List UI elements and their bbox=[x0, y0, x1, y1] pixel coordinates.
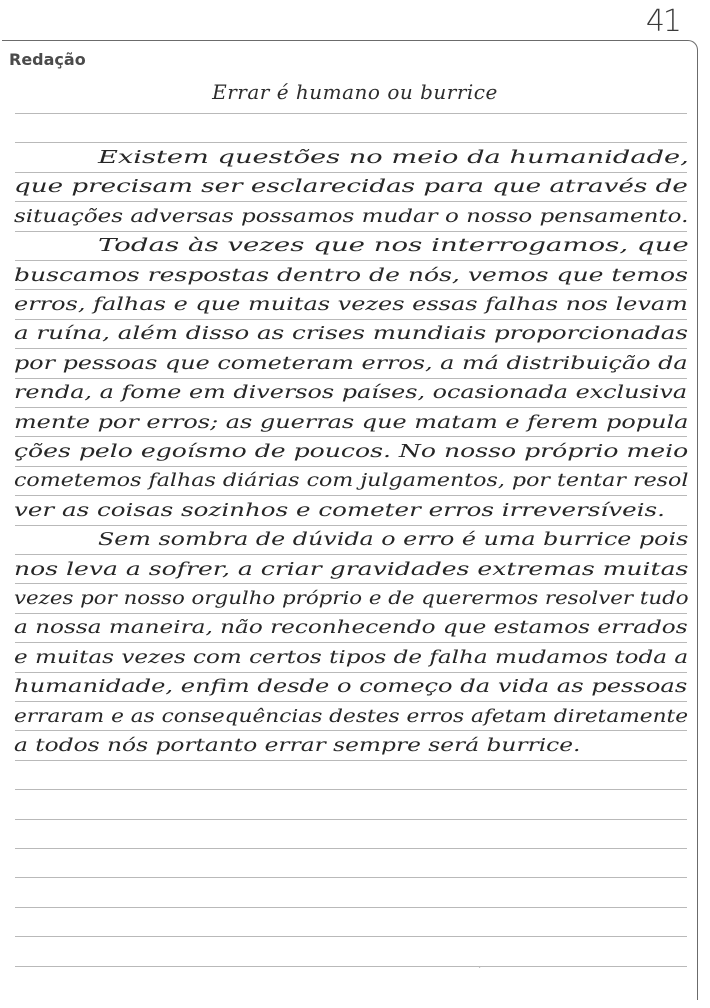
ruled-line bbox=[15, 730, 687, 731]
ruled-line bbox=[15, 260, 687, 261]
essay-line: renda, a fome em diversos países, ocasionada exclusiva bbox=[14, 383, 688, 404]
page-number: 41 bbox=[645, 4, 680, 39]
essay-line: cometemos falhas diárias com julgamentos, por tentar resol bbox=[14, 471, 689, 492]
ruled-line bbox=[15, 907, 687, 908]
essay-line: e muitas vezes com certos tipos de falha mudamos toda a bbox=[14, 647, 689, 668]
ruled-line bbox=[15, 172, 687, 173]
essay-line: por pessoas que cometeram erros, a má distribuição da bbox=[14, 353, 688, 374]
ruled-line bbox=[15, 819, 687, 820]
essay-line: Sem sombra de dúvida o erro é uma burrice pois bbox=[98, 530, 689, 551]
essay-line: erros, falhas e que muitas vezes essas falhas nos levam bbox=[14, 295, 688, 315]
ruled-line bbox=[15, 378, 687, 379]
section-label: Redação bbox=[9, 50, 86, 69]
ruled-line bbox=[15, 113, 687, 114]
essay-line: humanidade, enfim desde o começo da vida as pessoas bbox=[14, 677, 688, 698]
ruled-line bbox=[15, 848, 687, 849]
ruled-line bbox=[15, 289, 687, 290]
essay-line: ver as coisas sozinhos e cometer erros irreversíveis. bbox=[14, 500, 665, 521]
essay-line: a nossa maneira, não reconhecendo que estamos errados bbox=[14, 618, 688, 639]
essay-line: vezes por nosso orgulho próprio e de querermos resolver tudo bbox=[14, 589, 689, 609]
ruled-line bbox=[15, 201, 687, 202]
ruled-line bbox=[15, 760, 687, 761]
essay-line: nos leva a sofrer, a criar gravidades extremas muitas bbox=[14, 559, 689, 580]
ruled-line bbox=[15, 701, 687, 702]
ruled-line bbox=[15, 142, 687, 143]
ruled-line bbox=[15, 231, 687, 232]
ruled-line bbox=[15, 466, 687, 467]
ruled-line bbox=[15, 436, 687, 437]
paper-smudge: · bbox=[478, 963, 482, 974]
essay-line: Existem questões no meio da humanidade, bbox=[98, 148, 689, 168]
ruled-line bbox=[15, 936, 687, 937]
essay-line: a todos nós portanto errar sempre será burrice. bbox=[14, 736, 581, 756]
ruled-line bbox=[15, 407, 687, 408]
ruled-line bbox=[15, 877, 687, 878]
ruled-line bbox=[15, 789, 687, 790]
essay-line: que precisam ser esclarecidas para que através de bbox=[14, 177, 688, 198]
ruled-line bbox=[15, 583, 687, 584]
ruled-line bbox=[15, 642, 687, 643]
essay-line: Todas às vezes que nos interrogamos, que bbox=[98, 236, 689, 257]
essay-line: situações adversas possamos mudar o nosso pensamento. bbox=[14, 206, 689, 227]
ruled-line bbox=[15, 495, 687, 496]
ruled-line bbox=[15, 966, 687, 967]
essay-line: mente por erros; as guerras que matam e ferem popula bbox=[14, 412, 689, 433]
ruled-line bbox=[15, 348, 687, 349]
essay-line: ções pelo egoísmo de poucos. No nosso próprio meio bbox=[14, 442, 689, 462]
ruled-line bbox=[15, 319, 687, 320]
essay-line: erraram e as consequências destes erros afetam diretamente bbox=[14, 706, 689, 727]
essay-line: a ruína, além disso as crises mundiais proporcionadas bbox=[14, 324, 688, 345]
essay-line: buscamos respostas dentro de nós, vemos que temos bbox=[14, 265, 688, 286]
ruled-line bbox=[15, 554, 687, 555]
essay-title: Errar é humano ou burrice bbox=[212, 80, 498, 104]
ruled-line bbox=[15, 672, 687, 673]
ruled-line bbox=[15, 525, 687, 526]
ruled-line bbox=[15, 613, 687, 614]
